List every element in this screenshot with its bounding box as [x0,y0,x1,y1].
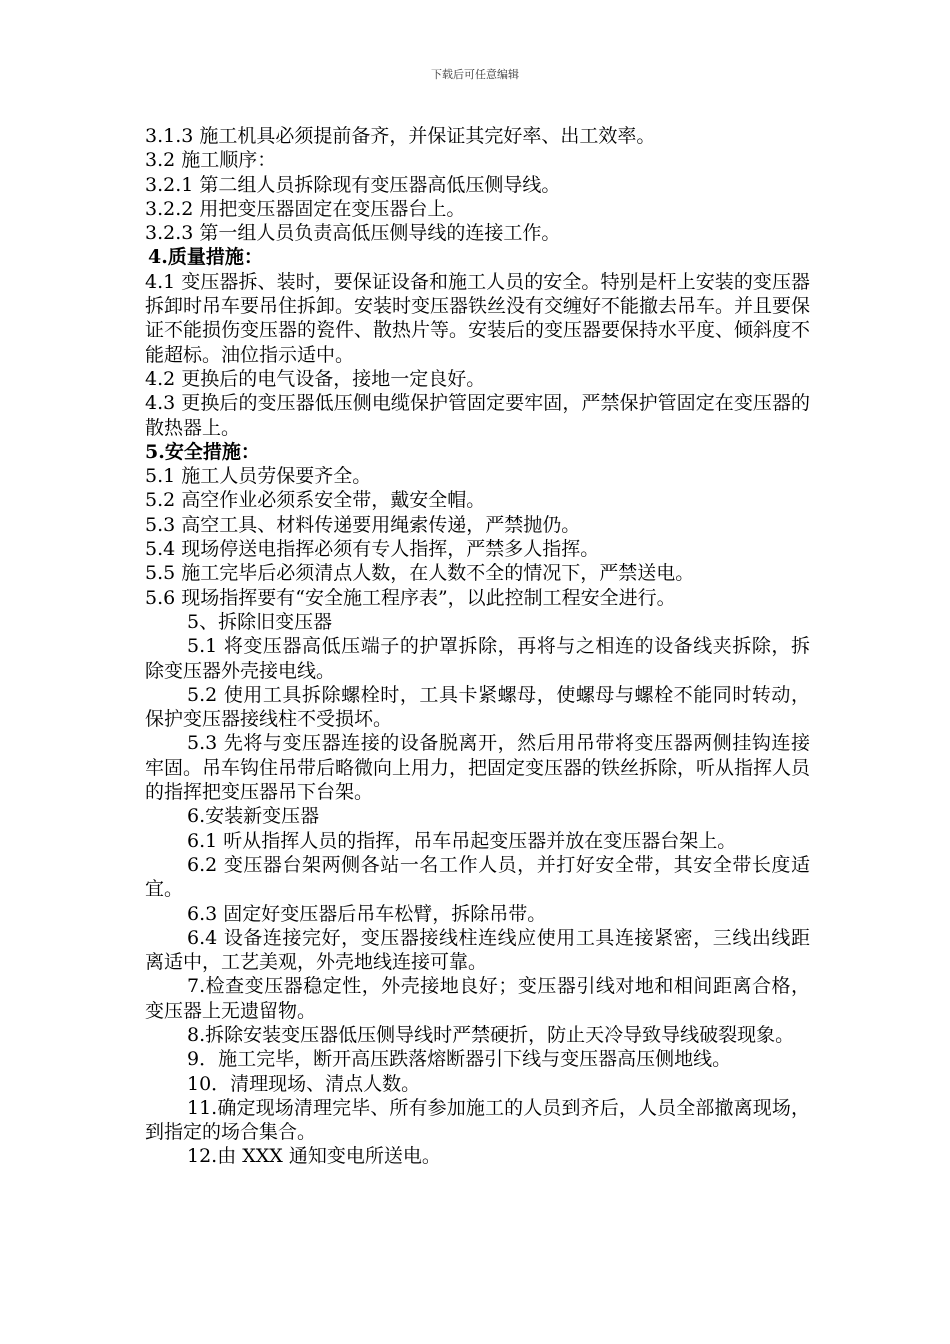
paragraph: 6.1 听从指挥人员的指挥，吊车吊起变压器并放在变压器台架上。 [187,829,737,852]
paragraph: 3.2 施工顺序： [145,149,277,172]
paragraph: 5.3 先将与变压器连接的设备脱离开，然后用吊带将变压器两侧挂钩连接牢固。吊车钩住吊带后略微向上用力，把固定变压器的铁丝拆除，听从指挥人员的指挥把变压器吊下台架。 [145,732,811,804]
paragraph: 8.拆除安装变压器低压侧导线时严禁硬折，防止天冷导致导线破裂现象。 [187,1023,795,1046]
paragraph: 5.2 使用工具拆除螺栓时，工具卡紧螺母，使螺母与螺栓不能同时转动，保护变压器接线柱不受损坏。 [145,683,810,731]
paragraph: 5.2 高空作业必须系安全带，戴安全帽。 [145,489,486,512]
paragraph: 3.2.3 第一组人员负责高低压侧导线的连接工作。 [145,222,561,245]
paragraph: 3.1.3 施工机具必须提前备齐，并保证其完好率、出工效率。 [145,125,656,147]
paragraph: 11.确定现场清理完毕、所有参加施工的人员到齐后，人员全部撤离现场，到指定的场合集合。 [145,1096,810,1144]
page-header-note: 下载后可任意编辑 [431,68,519,81]
document-body [145,124,810,1169]
paragraph: 5.4 现场停送电指挥必须有专人指挥，严禁多人指挥。 [145,538,600,561]
paragraph: 3.2.2 用把变压器固定在变压器台上。 [145,197,466,220]
paragraph: 5、拆除旧变压器 [187,610,333,633]
paragraph: 4.3 更换后的变压器低压侧电缆保护管固定要牢固，严禁保护管固定在变压器的散热器上。 [145,392,810,439]
paragraph: 6.4 设备连接完好，变压器接线柱连线应使用工具连接紧密，三线出线距离适中，工艺美观，外壳地线连接可靠。 [145,926,810,974]
paragraph: 4.2 更换后的电气设备，接地一定良好。 [145,367,486,390]
paragraph: 9．施工完毕，断开高压跌落熔断器引下线与变压器高压侧地线。 [187,1048,732,1071]
paragraph: 6.2 变压器台架两侧各站一名工作人员，并打好安全带，其安全带长度适宜。 [145,853,810,901]
paragraph: 5.1 将变压器高低压端子的护罩拆除，再将与之相连的设备线夹拆除，拆除变压器外壳接电线。 [145,635,810,682]
paragraph: 7.检查变压器稳定性，外壳接地良好；变压器引线对地和相间距离合格，变压器上无遗留物。 [145,975,810,1022]
paragraph: 5.6 现场指挥要有“安全施工程序表”，以此控制工程安全进行。 [145,586,676,609]
paragraph: 6.3 固定好变压器后吊车松臂，拆除吊带。 [187,902,547,925]
paragraph: 5.1 施工人员劳保要齐全。 [145,465,372,488]
paragraph: 5.5 施工完毕后必须清点人数，在人数不全的情况下，严禁送电。 [145,562,695,585]
section-heading: 5.安全措施： [145,440,260,463]
section-heading: 4.质量措施： [148,246,263,269]
paragraph: 10．清理现场、清点人数。 [187,1072,421,1095]
paragraph: 12.由 XXX 通知变电所送电。 [187,1145,441,1168]
paragraph: 5.3 高空工具、材料传递要用绳索传递，严禁抛仍。 [145,513,581,536]
paragraph: 4.1 变压器拆、装时，要保证设备和施工人员的安全。特别是杆上安装的变压器拆卸时吊车要吊住拆卸。安装时变压器铁丝没有交缠好不能撤去吊车。并且要保证不能损伤变压器的瓷件、散热片等。安装后的变压器要保持水平度、倾斜度不能超标。油位指示适中。 [145,270,811,366]
paragraph: 6.安装新变压器 [187,805,320,828]
paragraph: 3.2.1 第二组人员拆除现有变压器高低压侧导线。 [145,173,561,196]
